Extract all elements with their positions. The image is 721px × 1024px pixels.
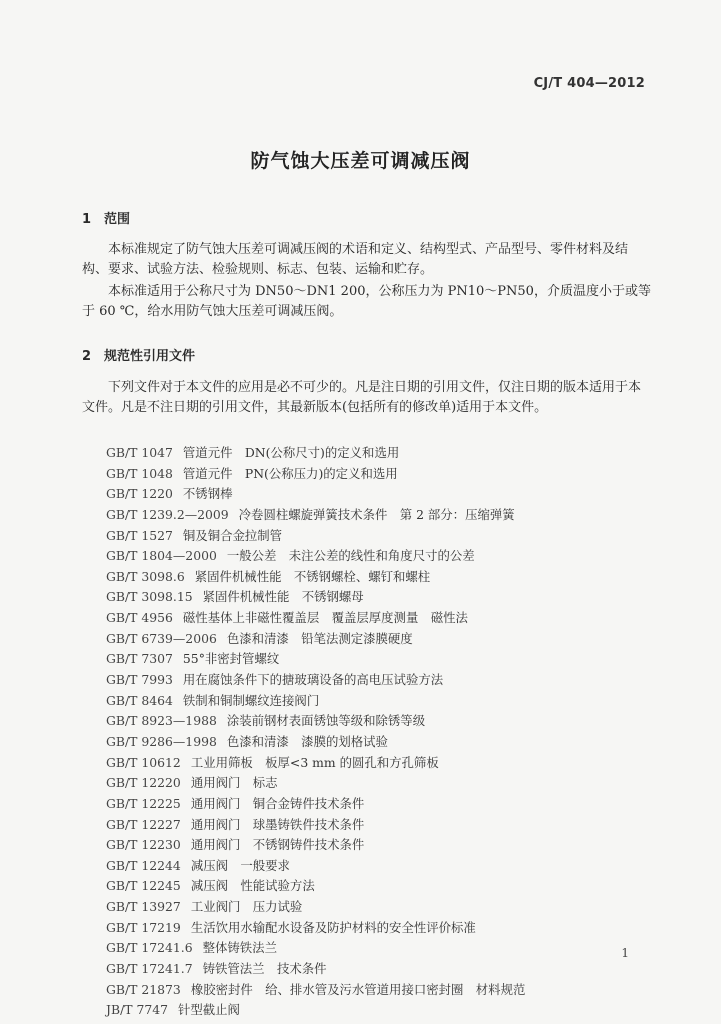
reference-title: 一般公差 未注公差的线性和角度尺寸的公差: [226, 548, 475, 564]
reference-code: GB/T 1048: [106, 465, 173, 481]
reference-code: GB/T 17241.6: [106, 940, 193, 956]
reference-item: [106, 629, 666, 650]
reference-item: [106, 1000, 666, 1021]
reference-title: 紧固件机械性能 不锈钢螺母: [202, 589, 364, 605]
section-number: 2: [82, 349, 92, 364]
reference-code: GB/T 12220: [106, 775, 181, 791]
reference-item: [106, 835, 666, 856]
section-title: 规范性引用文件: [104, 349, 196, 364]
reference-title: 铜及铜合金拉制管: [182, 527, 283, 543]
reference-item: [106, 980, 666, 1001]
reference-title: 冷卷圆柱螺旋弹簧技术条件 第 2 部分：压缩弹簧: [238, 506, 515, 522]
reference-item: [106, 649, 666, 670]
reference-item: [106, 959, 666, 980]
reference-title: 生活饮用水输配水设备及防护材料的安全性评价标准: [190, 919, 476, 935]
reference-title: 通用阀门 标志: [190, 775, 278, 791]
reference-code: GB/T 12225: [106, 795, 181, 811]
reference-title: 整体铸铁法兰: [202, 940, 277, 956]
reference-title: 通用阀门 球墨铸铁件技术条件: [190, 816, 365, 832]
reference-code: GB/T 4956: [106, 610, 173, 626]
reference-code: GB/T 17219: [106, 919, 181, 935]
reference-item: [106, 546, 666, 567]
reference-title: 色漆和清漆 漆膜的划格试验: [226, 733, 388, 749]
reference-title: 不锈钢棒: [182, 486, 233, 502]
reference-code: GB/T 12230: [106, 837, 181, 853]
reference-item: [106, 732, 666, 753]
reference-title: 磁性基体上非磁性覆盖层 覆盖层厚度测量 磁性法: [182, 610, 468, 626]
reference-item: [106, 691, 666, 712]
reference-code: GB/T 1239.2—2009: [106, 506, 229, 522]
scope-paragraph-1: 本标准规定了防气蚀大压差可调减压阀的术语和定义、结构型式、产品型号、零件材料及结构、要求、试验方法、检验规则、标志、包装、运输和贮存。: [82, 242, 629, 277]
reference-title: 55°非密封管螺纹: [182, 651, 280, 667]
reference-code: GB/T 10612: [106, 754, 181, 770]
reference-item: [106, 464, 666, 485]
reference-title: 工业用筛板 板厚<3 mm 的圆孔和方孔筛板: [190, 754, 439, 770]
reference-item: [106, 876, 666, 897]
reference-title: 工业阀门 压力试验: [190, 899, 303, 915]
reference-item: [106, 711, 666, 732]
reference-title: 紧固件机械性能 不锈钢螺栓、螺钉和螺柱: [194, 568, 431, 584]
reference-code: GB/T 12227: [106, 816, 181, 832]
reference-code: GB/T 12244: [106, 857, 181, 873]
reference-item: [106, 773, 666, 794]
reference-item: [106, 526, 666, 547]
reference-code: GB/T 1804—2000: [106, 548, 217, 564]
reference-title: 橡胶密封件 给、排水管及污水管道用接口密封圈 材料规范: [190, 981, 526, 997]
normative-references-intro: 下列文件对于本文件的应用是必不可少的。凡是注日期的引用文件，仅注日期的版本适用于本文件。凡是不注日期的引用文件，其最新版本(包括所有的修改单)适用于本文件。: [82, 380, 642, 415]
reference-title: 色漆和清漆 铅笔法测定漆膜硬度: [226, 630, 413, 646]
reference-code: GB/T 3098.6: [106, 568, 185, 584]
scope-paragraph-2: 本标准适用于公称尺寸为 DN50～DN1 200，公称压力为 PN10～PN50，介质温度小于或等于 60 ℃，给水用防气蚀大压差可调减压阀。: [82, 284, 651, 319]
reference-code: GB/T 9286—1998: [106, 733, 217, 749]
reference-code: GB/T 21873: [106, 981, 181, 997]
reference-code: GB/T 1220: [106, 486, 173, 502]
reference-code: GB/T 17241.7: [106, 961, 193, 977]
reference-code: GB/T 13927: [106, 899, 181, 915]
reference-code: GB/T 1527: [106, 527, 173, 543]
reference-title: 通用阀门 不锈钢铸件技术条件: [190, 837, 365, 853]
reference-item: [106, 856, 666, 877]
reference-code: GB/T 7307: [106, 651, 173, 667]
reference-item: [106, 815, 666, 836]
reference-list: [106, 443, 666, 1021]
reference-title: 管道元件 PN(公称压力)的定义和选用: [182, 465, 398, 481]
reference-code: JB/T 7747: [106, 1002, 168, 1018]
document-title: 防气蚀大压差可调减压阀: [250, 150, 471, 172]
reference-title: 铸铁管法兰 技术条件: [202, 961, 327, 977]
reference-title: 通用阀门 铜合金铸件技术条件: [190, 795, 365, 811]
reference-title: 针型截止阀: [177, 1002, 240, 1018]
reference-title: 减压阀 性能试验方法: [190, 878, 315, 894]
reference-code: GB/T 7993: [106, 672, 173, 688]
reference-item: [106, 505, 666, 526]
reference-code: GB/T 1047: [106, 445, 173, 460]
reference-code: GB/T 3098.15: [106, 589, 193, 605]
reference-title: 涂装前钢材表面锈蚀等级和除锈等级: [226, 713, 426, 729]
reference-item: [106, 608, 666, 629]
reference-item: [106, 794, 666, 815]
reference-title: 管道元件 DN(公称尺寸)的定义和选用: [182, 445, 400, 460]
standard-code: CJ/T 404—2012: [533, 76, 645, 91]
section-2-heading: [82, 345, 195, 364]
reference-item: [106, 587, 666, 608]
reference-code: GB/T 8923—1988: [106, 713, 217, 729]
reference-title: 铁制和铜制螺纹连接阀门: [182, 692, 320, 708]
section-number: 1: [82, 212, 92, 227]
reference-title: 用在腐蚀条件下的搪玻璃设备的高电压试验方法: [182, 672, 444, 688]
section-1-heading: [82, 208, 130, 227]
reference-item: [106, 484, 666, 505]
reference-item: [106, 670, 666, 691]
page-number: 1: [621, 946, 629, 960]
reference-item: [106, 443, 666, 464]
reference-item: [106, 897, 666, 918]
reference-code: GB/T 6739—2006: [106, 630, 217, 646]
reference-item: [106, 938, 666, 959]
reference-code: GB/T 12245: [106, 878, 181, 894]
reference-item: [106, 753, 666, 774]
reference-item: [106, 567, 666, 588]
reference-item: [106, 918, 666, 939]
section-title: 范围: [104, 212, 131, 227]
reference-title: 减压阀 一般要求: [190, 857, 290, 873]
reference-code: GB/T 8464: [106, 692, 173, 708]
